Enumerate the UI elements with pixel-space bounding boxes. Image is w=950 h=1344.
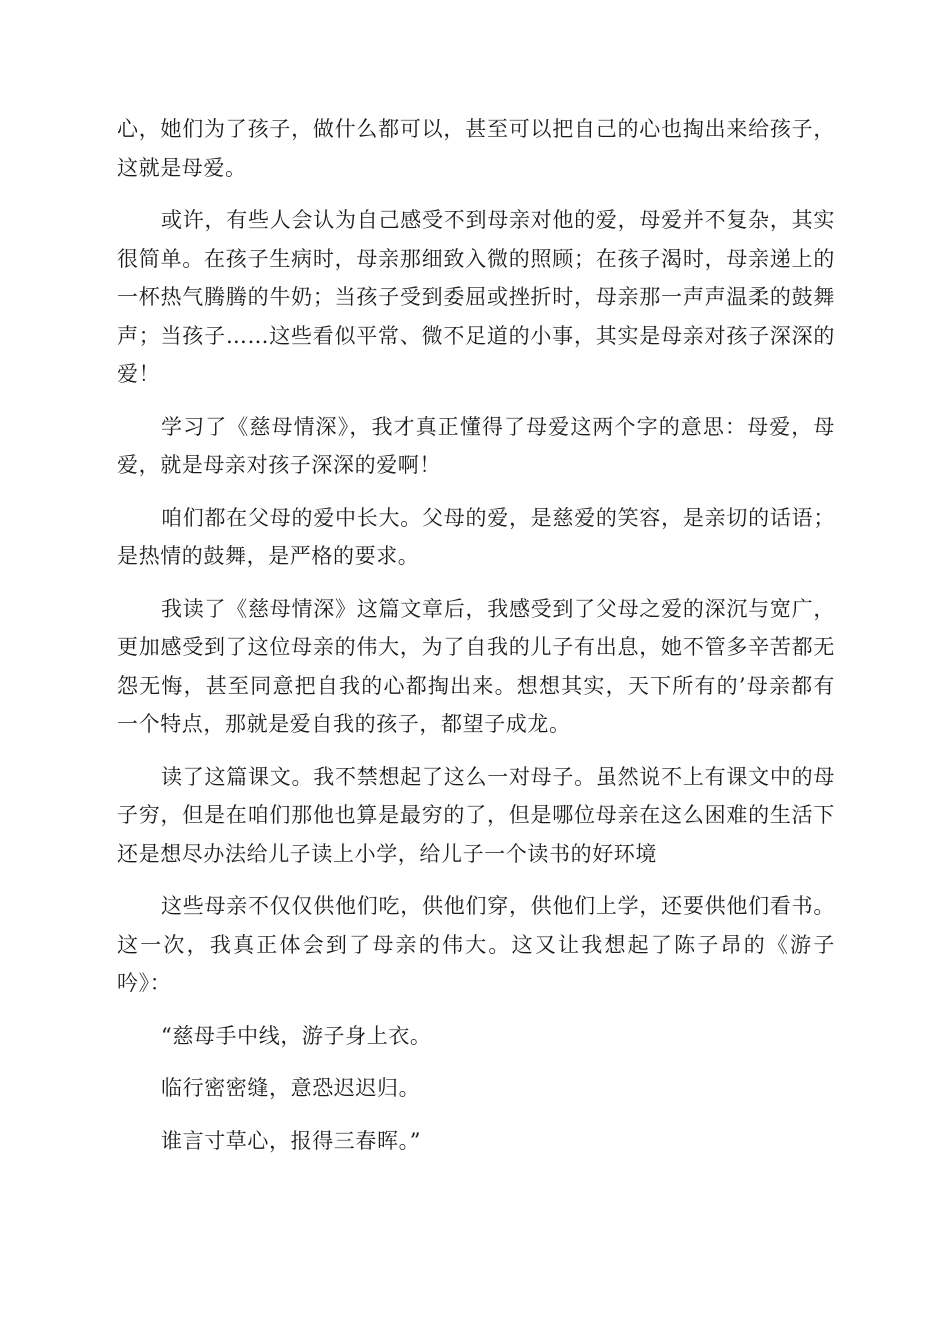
paragraph-6: 读了这篇课文。我不禁想起了这么一对母子。虽然说不上有课文中的母子穷，但是在咱们那他也算是最穷的了，但是哪位母亲在这么困难的生活下还是想尽办法给儿子读上小学，给儿子一个读书的好环境 [117,764,835,866]
poem-line-2: 临行密密缝，意恐迟迟归。 [161,1076,421,1100]
paragraph-7: 这些母亲不仅仅供他们吃，供他们穿，供他们上学，还要供他们看书。这一次，我真正体会到了母亲的伟大。这又让我想起了陈子昂的《游子吟》： [117,894,835,995]
poem-line-3: 谁言寸草心，报得三春晖。” [161,1128,422,1153]
paragraph-1: 心，她们为了孩子，做什么都可以，甚至可以把自己的心也掏出来给孩子，这就是母爱。 [117,117,835,180]
paragraph-2: 或许，有些人会认为自己感受不到母亲对他的爱，母爱并不复杂，其实很简单。在孩子生病时，母亲那细致入微的照顾；在孩子渴时，母亲递上的一杯热气腾腾的牛奶；当孩子受到委屈或挫折时，母亲那一声声温柔的鼓舞声；当孩子……这些看似平常、微不足道的小事，其实是母亲对孩子深深的爱！ [117,208,835,386]
poem-line-1: “慈母手中线，游子身上衣。 [161,1023,432,1048]
paragraph-3: 学习了《慈母情深》，我才真正懂得了母爱这两个字的意思：母爱，母爱，就是母亲对孩子深深的爱啊！ [117,414,835,477]
document-body [117,110,835,1174]
paragraph-5: 我读了《慈母情深》这篇文章后，我感受到了父母之爱的深沉与宽广，更加感受到了这位母亲的伟大，为了自我的儿子有出息，她不管多辛苦都无怨无悔，甚至同意把自我的心都掏出来。想想其实，天下所有的’母亲都有一个特点，那就是爱自我的孩子，都望子成龙。 [117,596,835,736]
paragraph-4: 咱们都在父母的爱中长大。父母的爱，是慈爱的笑容，是亲切的话语；是热情的鼓舞，是严格的要求。 [117,505,835,568]
